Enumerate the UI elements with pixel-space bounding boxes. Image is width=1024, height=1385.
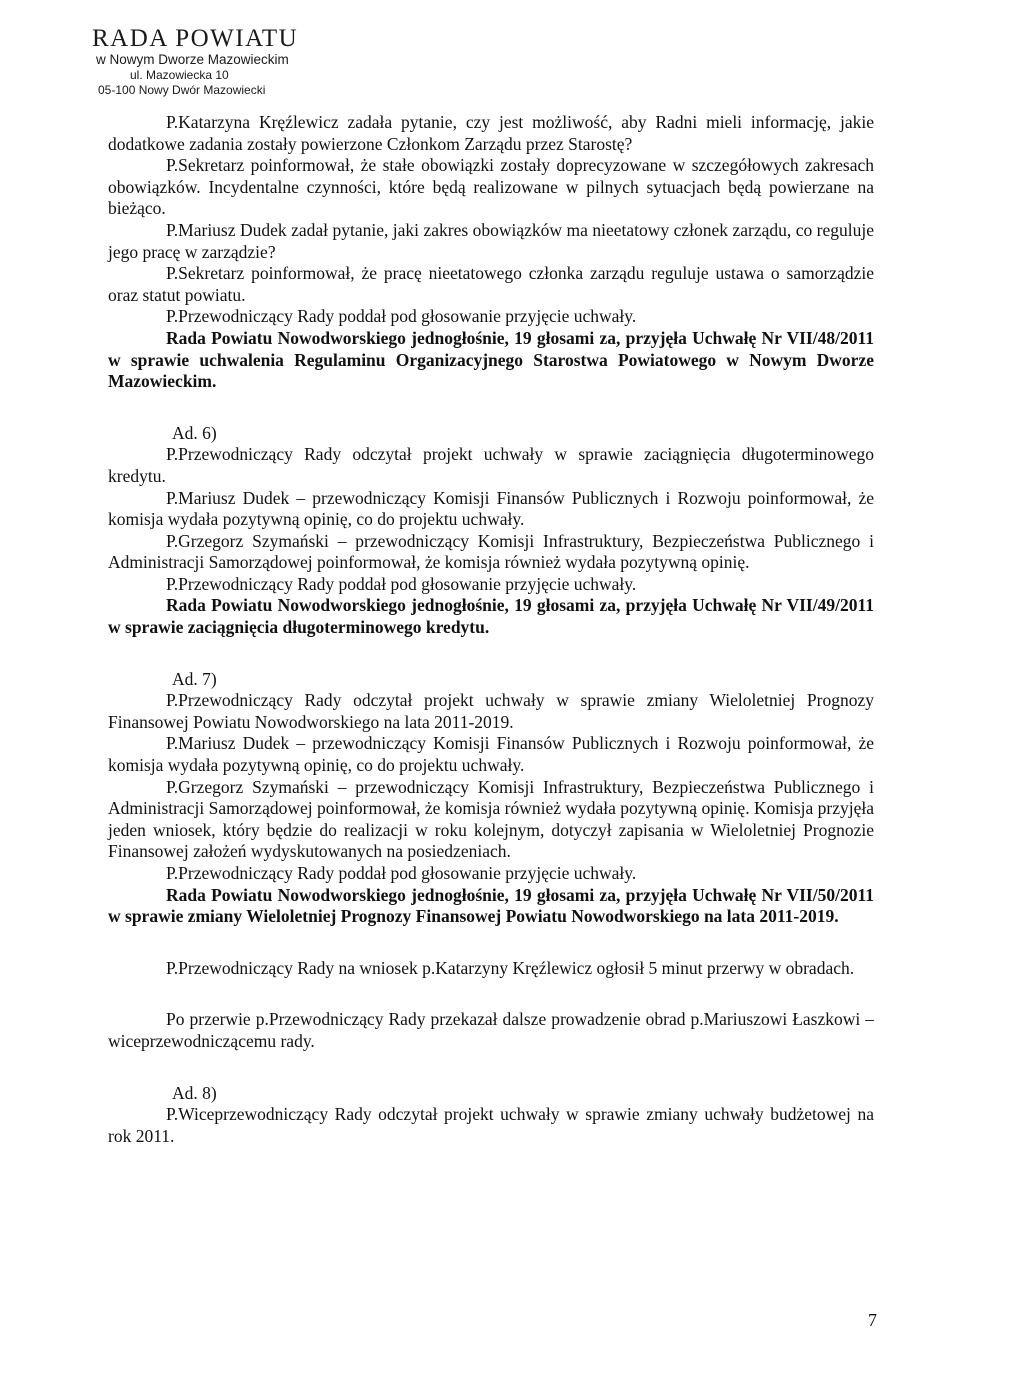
paragraph-infrastructure-committee-6: P.Grzegorz Szymański – przewodniczący Komisji Infrastruktury, Bezpieczeństwa Publicznego i Administracji Samorządowej poinformował, że komisja również wydała pozytywną opinię. <box>108 530 874 573</box>
paragraph-secretary-answer-1: P.Sekretarz poinformował, że stałe obowiązki zostały doprecyzowane w szczegółowych zakresach obowiązków. Incydentalne czynności, które będą realizowane w pilnych sytuacjach będą powierzane na bieżąco. <box>108 155 874 219</box>
paragraph-infrastructure-committee-7: P.Grzegorz Szymański – przewodniczący Komisji Infrastruktury, Bezpieczeństwa Publicznego i Administracji Samorządowej poinformował, że komisja również wydała pozytywną opinię. Komisja przyjęła jeden wniosek, który będzie do realizacji w roku kolejnym, dotyczył zapisania w Wieloletniej Prognozie Finansowej założeń wydyskutowanych na posiedzeniach. <box>108 776 874 862</box>
paragraph-read-project-6: P.Przewodniczący Rady odczytał projekt uchwały w sprawie zaciągnięcia długoterminowego kredytu. <box>108 444 874 486</box>
agenda-item-6: Ad. 6) <box>172 422 217 443</box>
agenda-item-7: Ad. 7) <box>172 668 217 689</box>
paragraph-finance-committee-7: P.Mariusz Dudek – przewodniczący Komisji Finansów Publicznych i Rozwoju poinformował, że komisja wydała pozytywną opinię, co do projektu uchwały. <box>108 733 874 776</box>
paragraph-read-project-8: P.Wiceprzewodniczący Rady odczytał projekt uchwały w sprawie zmiany uchwały budżetowej na rok 2011. <box>108 1104 874 1146</box>
paragraph-finance-committee-6: P.Mariusz Dudek – przewodniczący Komisji Finansów Publicznych i Rozwoju poinformował, że komisja wydała pozytywną opinię, co do projektu uchwały. <box>108 487 874 530</box>
council-stamp <box>92 26 298 98</box>
resolution-50: Rada Powiatu Nowodworskiego jednogłośnie, 19 głosami za, przyjęła Uchwałę Nr VII/50/2011 w sprawie zmiany Wieloletniej Prognozy Finansowej Powiatu Nowodworskiego na lata 2011-2019. <box>108 884 874 927</box>
paragraph-break-announcement: P.Przewodniczący Rady na wniosek p.Katarzyny Kręźlewicz ogłosił 5 minut przerwy w obradach. <box>166 957 855 978</box>
paragraph-question-dudek: P.Mariusz Dudek zadał pytanie, jaki zakres obowiązków ma nieetatowy członek zarządu, co reguluje jego pracę w zarządzie? <box>108 219 874 262</box>
resolution-49: Rada Powiatu Nowodworskiego jednogłośnie, 19 głosami za, przyjęła Uchwałę Nr VII/49/2011 w sprawie zaciągnięcia długoterminowego kredytu. <box>108 595 874 638</box>
stamp-location: w Nowym Dworze Mazowieckim <box>96 52 289 67</box>
paragraph-vote-call-1: P.Przewodniczący Rady poddał pod głosowanie przyjęcie uchwały. <box>166 306 637 327</box>
stamp-postal: 05-100 Nowy Dwór Mazowiecki <box>98 83 266 97</box>
paragraph-vote-call-2: P.Przewodniczący Rady poddał pod głosowanie przyjęcie uchwały. <box>166 573 637 594</box>
agenda-item-8: Ad. 8) <box>172 1082 217 1103</box>
document-body <box>108 112 874 1147</box>
resolution-48: Rada Powiatu Nowodworskiego jednogłośnie, 19 głosami za, przyjęła Uchwałę Nr VII/48/2011 w sprawie uchwalenia Regulaminu Organizacyjnego Starostwa Powiatowego w Nowym Dworze Mazowieckim. <box>108 327 874 392</box>
paragraph-vote-call-3: P.Przewodniczący Rady poddał pod głosowanie przyjęcie uchwały. <box>166 863 637 883</box>
paragraph-question-kreslewicz: P.Katarzyna Kręźlewicz zadała pytanie, czy jest możliwość, aby Radni mieli informację, jakie dodatkowe zadania zostały powierzone Członkom Zarządu przez Starostę? <box>108 112 874 154</box>
paragraph-secretary-answer-2: P.Sekretarz poinformował, że pracę nieetatowego członka zarządu reguluje ustawa o samorządzie oraz statut powiatu. <box>108 263 874 305</box>
paragraph-after-break: Po przerwie p.Przewodniczący Rady przekazał dalsze prowadzenie obrad p.Mariuszowi Łaszkowi – wiceprzewodniczącemu rady. <box>108 1009 874 1051</box>
stamp-title: RADA POWIATU <box>92 25 299 52</box>
paragraph-read-project-7: P.Przewodniczący Rady odczytał projekt uchwały w sprawie zmiany Wieloletniej Prognozy Finansowej Powiatu Nowodworskiego na lata 2011-2019. <box>108 690 874 732</box>
page-number: 7 <box>868 1310 877 1330</box>
stamp-street: ul. Mazowiecka 10 <box>130 68 229 82</box>
